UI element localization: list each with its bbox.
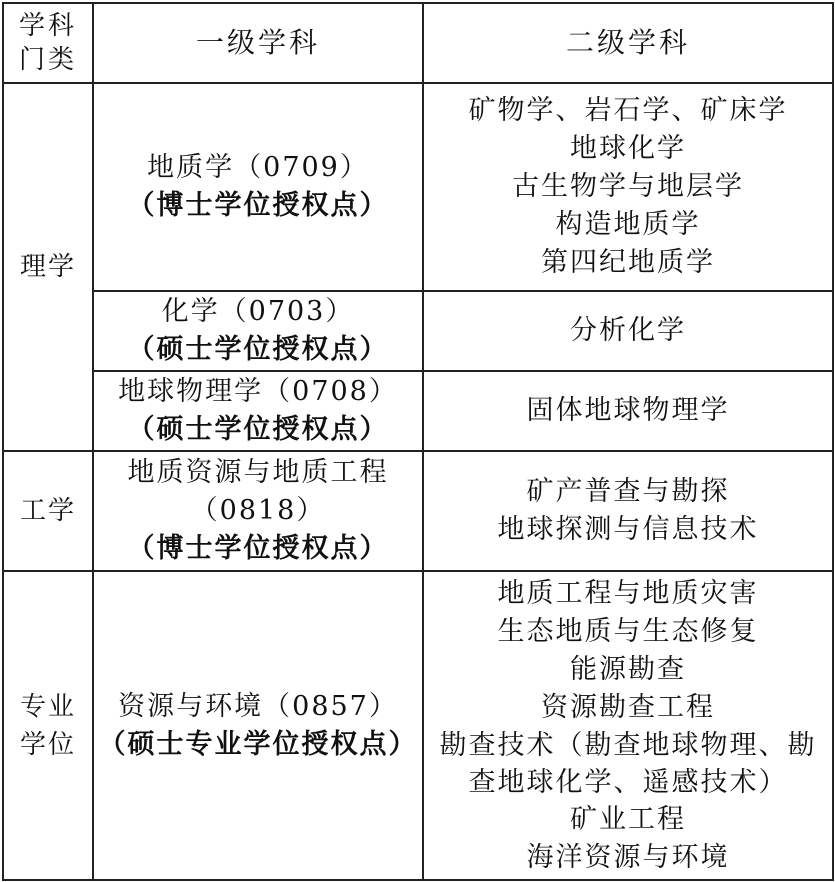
discipline-table <box>2 2 834 881</box>
table-row <box>3 371 833 451</box>
sub-discipline: 第四纪地质学 <box>541 247 715 278</box>
sub-discipline: 海洋资源与环境 <box>526 841 730 873</box>
table-row <box>3 451 833 571</box>
sub-discipline: 地球探测与信息技术 <box>497 514 759 545</box>
header-category <box>3 3 93 83</box>
sub-discipline: 固体地球物理学 <box>526 395 730 426</box>
header-level2: 二级学科 <box>423 3 833 83</box>
header-row <box>3 3 833 83</box>
sub-discipline: 构造地质学 <box>555 209 701 240</box>
discipline-name: 资源与环境（0857） <box>118 690 398 722</box>
category-line1: 专业 <box>19 691 76 722</box>
discipline-name: 化学（0703） <box>161 296 355 327</box>
category-line2: 学位 <box>19 729 76 760</box>
category-cell <box>3 571 93 880</box>
authorization-label: （硕士专业学位授权点） <box>98 728 418 760</box>
sub-discipline: 地球化学 <box>570 133 686 164</box>
discipline-cell <box>93 291 423 371</box>
discipline-cell <box>93 371 423 451</box>
authorization-label: （博士学位授权点） <box>127 533 389 564</box>
sub-discipline: 资源勘查工程 <box>541 691 715 723</box>
sub-discipline-cell <box>423 371 833 451</box>
header-category-line1: 学科 <box>18 11 77 41</box>
sub-discipline-cell <box>423 291 833 371</box>
sub-discipline: 矿业工程 <box>570 803 686 835</box>
category-cell: 理学 <box>3 83 93 451</box>
discipline-name: 地质资源与地质工程 <box>127 457 389 488</box>
discipline-name: 地质学（0709） <box>147 152 369 183</box>
discipline-cell <box>93 571 423 880</box>
authorization-label: （博士学位授权点） <box>127 190 389 221</box>
sub-discipline-cell <box>423 571 833 880</box>
authorization-label: （硕士学位授权点） <box>127 334 389 365</box>
discipline-code: （0818） <box>190 495 326 526</box>
sub-discipline: 分析化学 <box>570 315 686 346</box>
sub-discipline-cell <box>423 83 833 291</box>
sub-discipline: 矿物学、岩石学、矿床学 <box>468 95 788 126</box>
table-row <box>3 571 833 880</box>
authorization-label: （硕士学位授权点） <box>127 414 389 445</box>
discipline-cell <box>93 83 423 291</box>
sub-discipline: 矿产普查与勘探 <box>526 476 730 507</box>
discipline-cell <box>93 451 423 571</box>
sub-discipline: 地质工程与地质灾害 <box>497 577 759 609</box>
header-category-line2: 门类 <box>18 45 77 75</box>
header-level1: 一级学科 <box>93 3 423 83</box>
table-row <box>3 291 833 371</box>
sub-discipline-cell <box>423 451 833 571</box>
sub-discipline: 古生物学与地层学 <box>512 171 744 202</box>
sub-discipline: 勘查技术（勘查地球物理、勘查地球化学、遥感技术） <box>439 729 817 798</box>
category-cell: 工学 <box>3 451 93 571</box>
table-row <box>3 83 833 291</box>
sub-discipline: 能源勘查 <box>570 653 686 685</box>
sub-discipline: 生态地质与生态修复 <box>497 615 759 647</box>
discipline-name: 地球物理学（0708） <box>118 376 398 407</box>
